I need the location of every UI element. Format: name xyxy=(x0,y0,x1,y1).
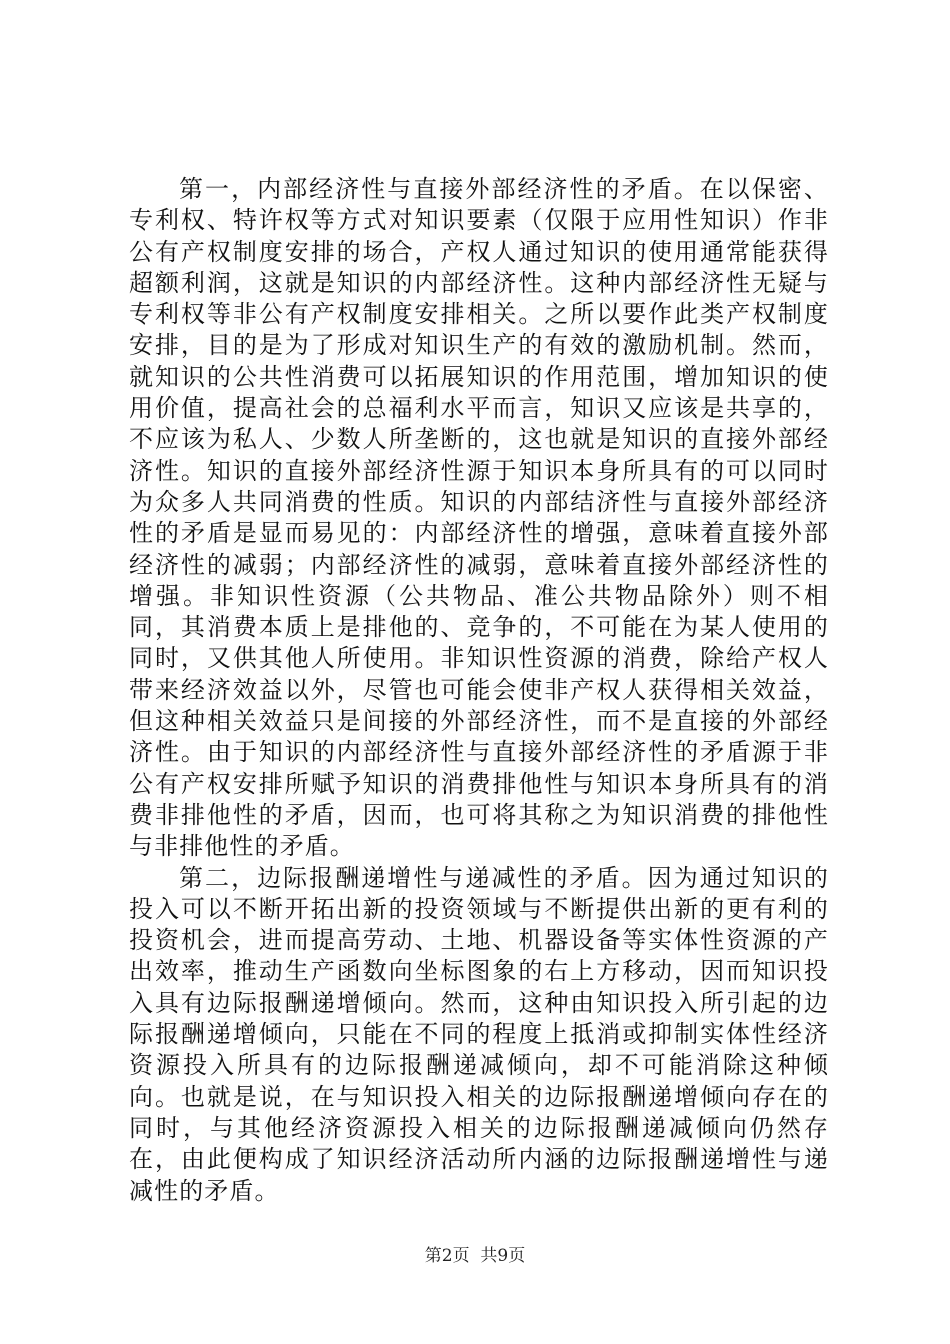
page-number: 第2页 xyxy=(424,1246,470,1266)
page-total: 共9页 xyxy=(480,1246,526,1266)
page-footer xyxy=(0,1241,950,1266)
document-body xyxy=(129,174,829,1207)
paragraph-first-contradiction: 第一，内部经济性与直接外部经济性的矛盾。在以保密、专利权、特许权等方式对知识要素（仅限于应用性知识）作非公有产权制度安排的场合，产权人通过知识的使用通常能获得超额利润，这就是知识的内部经济性。这种内部经济性无疑与专利权等非公有产权制度安排相关。之所以要作此类产权制度安排，目的是为了形成对知识生产的有效的激励机制。然而，就知识的公共性消费可以拓展知识的作用范围，增加知识的使用价值，提高社会的总福利水平而言，知识又应该是共享的，不应该为私人、少数人所垄断的，这也就是知识的直接外部经济性。知识的直接外部经济性源于知识本身所具有的可以同时为众多人共同消费的性质。知识的内部结济性与直接外部经济性的矛盾是显而易见的：内部经济性的增强，意味着直接外部经济性的减弱；内部经济性的减弱，意味着直接外部经济性的增强。非知识性资源（公共物品、准公共物品除外）则不相同，其消费本质上是排他的、竞争的，不可能在为某人使用的同时，又供其他人所使用。非知识性资源的消费，除给产权人带来经济效益以外，尽管也可能会使非产权人获得相关效益，但这种相关效益只是间接的外部经济性，而不是直接的外部经济性。由于知识的内部经济性与直接外部经济性的矛盾源于非公有产权安排所赋予知识的消费排他性与知识本身所具有的消费非排他性的矛盾，因而，也可将其称之为知识消费的排他性与非排他性的矛盾。 xyxy=(129,175,829,861)
paragraph-second-contradiction: 第二，边际报酬递增性与递减性的矛盾。因为通过知识的投入可以不断开拓出新的投资领域与不断提供出新的更有利的投资机会，进而提高劳动、土地、机器设备等实体性资源的产出效率，推动生产函数向坐标图象的右上方移动，因而知识投入具有边际报酬递增倾向。然而，这种由知识投入所引起的边际报酬递增倾向，只能在不同的程度上抵消或抑制实体性经济资源投入所具有的边际报酬递减倾向，却不可能消除这种倾向。也就是说，在与知识投入相关的边际报酬递增倾向存在的同时，与其他经济资源投入相关的边际报酬递减倾向仍然存在，由此便构成了知识经济活动所内涵的边际报酬递增性与递减性的矛盾。 xyxy=(129,863,829,1205)
